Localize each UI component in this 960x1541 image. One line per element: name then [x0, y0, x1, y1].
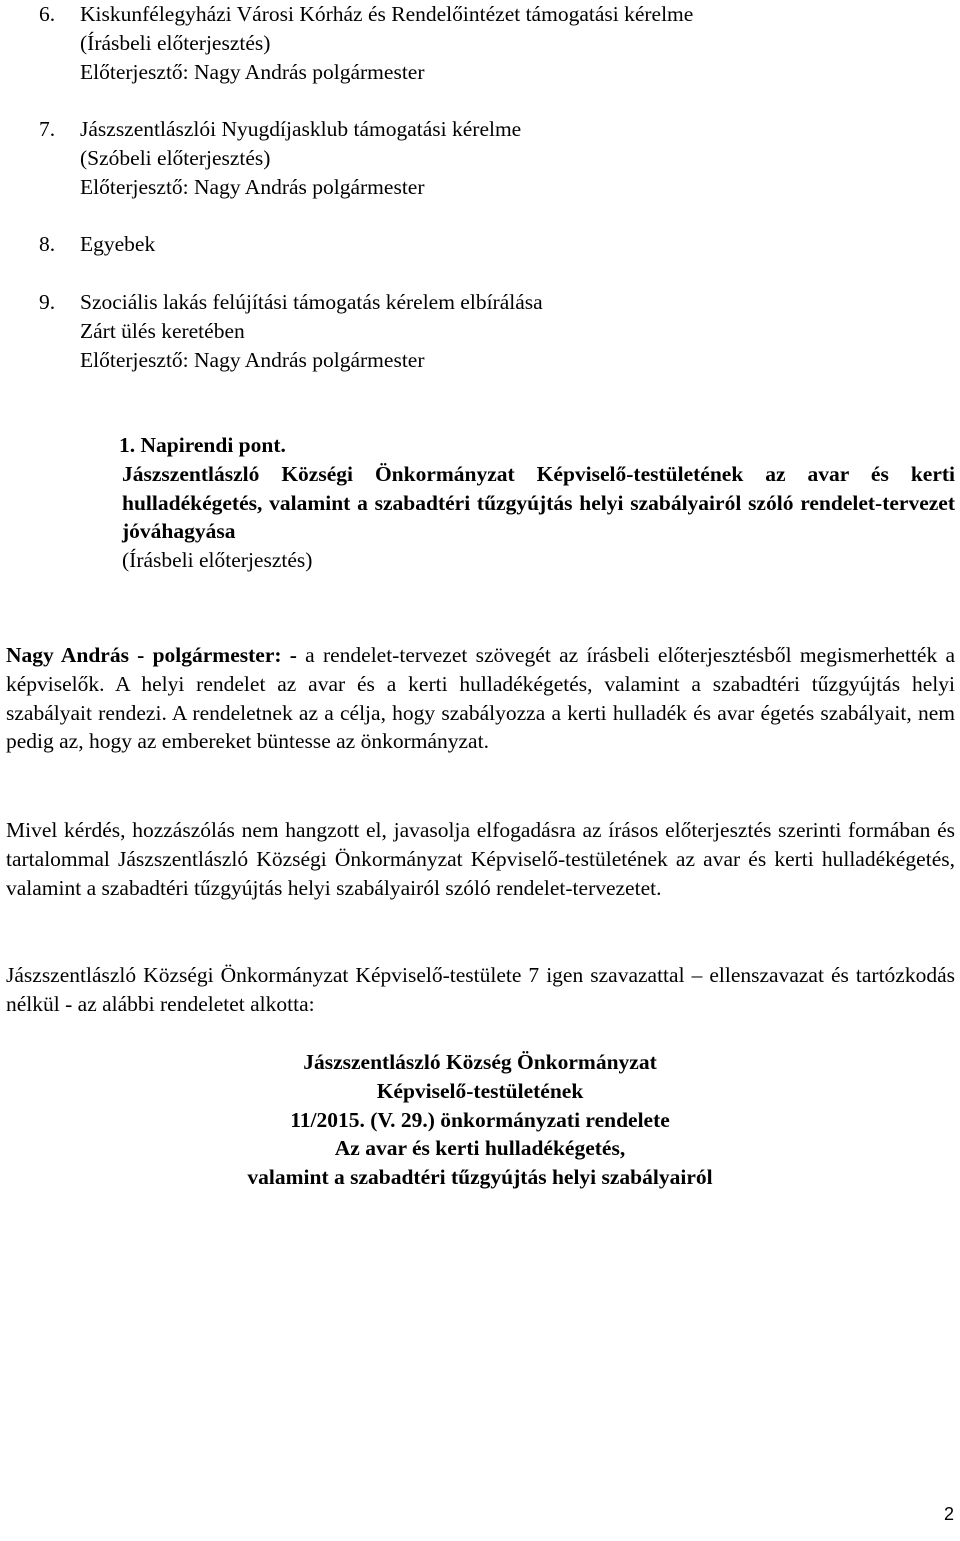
- agenda-point-section: [119, 431, 955, 575]
- agenda-item-type: (Szóbeli előterjesztés): [80, 145, 271, 170]
- agenda-point-title: 1. Napirendi pont.: [119, 433, 286, 457]
- agenda-list: [39, 0, 939, 374]
- agenda-item-title: Jászszentlászlói Nyugdíjasklub támogatási kérelme: [80, 117, 522, 142]
- page-number: 2: [943, 1504, 954, 1524]
- agenda-item-number: 7.: [39, 117, 56, 142]
- agenda-point-subject: Jászszentlászló Községi Önkormányzat Képviselő-testületének az avar és kerti hulladékégetés, valamint a szabadtéri tűzgyújtás helyi szabályairól szóló rendelet-tervezet jóváhagyása: [122, 461, 955, 544]
- agenda-item-number: 6.: [39, 2, 56, 26]
- mayor-statement-paragraph: [6, 641, 955, 756]
- agenda-item-6: [39, 0, 939, 86]
- decree-heading: [0, 1048, 960, 1192]
- agenda-item-title: Szociális lakás felújítási támogatás kérelem elbírálása: [80, 289, 543, 314]
- decree-heading-line: valamint a szabadtéri tűzgyújtás helyi szabályairól: [247, 1165, 713, 1190]
- decree-heading-line: Képviselő-testületének: [376, 1078, 584, 1103]
- speaker-label: Nagy András - polgármester: -: [6, 643, 297, 667]
- decree-heading-line: Az avar és kerti hulladékégetés,: [334, 1136, 626, 1161]
- agenda-item-8: [39, 230, 939, 259]
- vote-result-paragraph: Jászszentlászló Községi Önkormányzat Képviselő-testülete 7 igen szavazattal – ellenszavazat és tartózkodás nélkül - az alábbi rendeletet alkotta:: [6, 963, 955, 1016]
- agenda-item-number: 9.: [39, 289, 56, 314]
- agenda-item-presenter: Előterjesztő: Nagy András polgármester: [80, 59, 425, 84]
- agenda-item-presenter: Előterjesztő: Nagy András polgármester: [80, 174, 425, 199]
- agenda-item-type: (Írásbeli előterjesztés): [80, 30, 271, 55]
- proposal-paragraph: Mivel kérdés, hozzászólás nem hangzott el, javasolja elfogadásra az írásos előterjesztés szerinti formában és tartalommal Jászszentlászló Községi Önkormányzat Képviselő-testületének az avar és kerti hulladékégetés, valamint a szabadtéri tűzgyújtás helyi szabályairól szóló rendelet-tervezetet.: [6, 818, 955, 900]
- agenda-item-9: [39, 288, 939, 374]
- statement-text: a rendelet-tervezet szövegét az írásbeli előterjesztésből megismerhették a képviselők. A helyi rendelet az avar és a kerti hulladékégetés, valamint a szabadtéri tűzgyújtás helyi szabályait rendezi. A rendeletnek az a célja, hogy szabályozza a kerti hulladék és avar égetés szabályait, nem pedig az, hogy az embereket büntesse az önkormányzat.: [6, 643, 955, 754]
- agenda-item-title: Kiskunfélegyházi Városi Kórház és Rendelőintézet támogatási kérelme: [80, 2, 694, 26]
- agenda-item-number: 8.: [39, 232, 56, 257]
- agenda-item-7: [39, 115, 939, 201]
- agenda-item-title: Egyebek: [80, 232, 156, 257]
- agenda-item-type: Zárt ülés keretében: [80, 318, 245, 343]
- agenda-item-presenter: Előterjesztő: Nagy András polgármester: [80, 347, 425, 372]
- decree-heading-line: 11/2015. (V. 29.) önkormányzati rendelete: [290, 1107, 670, 1132]
- decree-heading-line: Jászszentlászló Község Önkormányzat: [303, 1050, 657, 1074]
- agenda-point-type: (Írásbeli előterjesztés): [122, 548, 313, 573]
